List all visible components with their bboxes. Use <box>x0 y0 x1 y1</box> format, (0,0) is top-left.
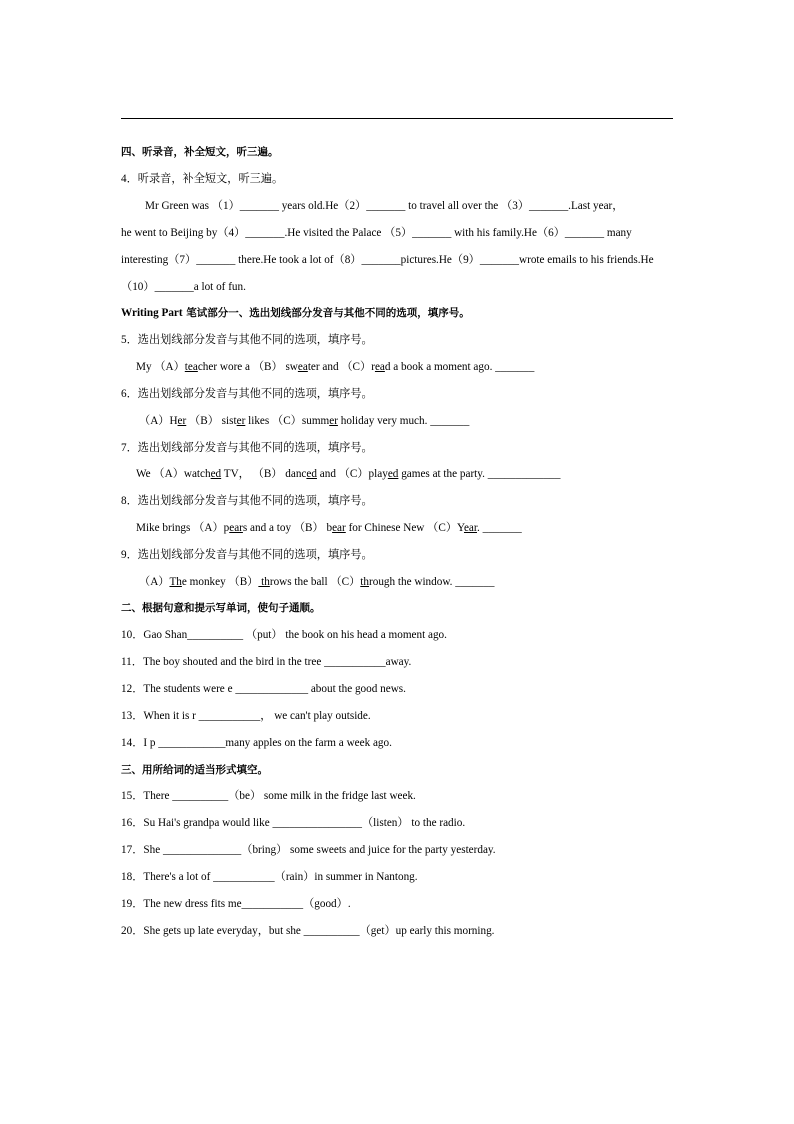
section-4-header: 四、听录音，补全短文，听三遍。 <box>121 146 279 158</box>
question-7-options: We （A）watched TV， （B） danced and （C）played games at the party. _____________ <box>136 468 561 480</box>
section-3-header: 三、用所给词的适当形式填空。 <box>121 764 268 776</box>
question-7-prompt: 7．选出划线部分发音与其他不同的选项，填序号。 <box>121 442 373 454</box>
question-4-prompt: 4．听录音，补全短文，听三遍。 <box>121 173 284 185</box>
question-6-options: （A）Her （B） sister likes （C）summer holiday very much. _______ <box>139 415 470 427</box>
question-5-options: My （A）teacher wore a （B） sweater and （C）read a book a moment ago. _______ <box>136 361 535 373</box>
question-5-prompt: 5．选出划线部分发音与其他不同的选项，填序号。 <box>121 334 373 346</box>
question-12: 12．The students were e _____________ about the good news. <box>121 683 406 695</box>
passage-line-4: （10）_______a lot of fun. <box>121 281 246 293</box>
question-8-options: Mike brings （A）pears and a toy （B） bear for Chinese New （C）Year. _______ <box>136 522 522 534</box>
question-18: 18．There's a lot of ___________（rain）in summer in Nantong. <box>121 871 418 883</box>
question-9-options: （A）The monkey （B） throws the ball （C）through the window. _______ <box>139 576 495 588</box>
section-2-header: 二、根据句意和提示写单词，使句子通顺。 <box>121 602 321 614</box>
writing-part-instructions: 笔试部分一、选出划线部分发音与其他不同的选项，填序号。 <box>182 307 470 319</box>
question-19: 19．The new dress fits me___________（good）. <box>121 898 351 910</box>
question-6-prompt: 6．选出划线部分发音与其他不同的选项，填序号。 <box>121 388 373 400</box>
question-9-prompt: 9．选出划线部分发音与其他不同的选项，填序号。 <box>121 549 373 561</box>
passage-line-2: he went to Beijing by（4）_______.He visited the Palace （5）_______ with his family.He（6）_______ many <box>121 227 632 239</box>
question-17: 17．She ______________（bring） some sweets and juice for the party yesterday. <box>121 844 496 856</box>
passage-line-3: interesting（7）_______ there.He took a lot of（8）_______pictures.He（9）_______wrote emails to his friends.He <box>121 254 654 266</box>
question-14: 14．I p ____________many apples on the farm a week ago. <box>121 737 392 749</box>
writing-part-header <box>121 306 470 320</box>
question-15: 15．There __________（be） some milk in the fridge last week. <box>121 790 416 802</box>
question-10: 10．Gao Shan__________ （put） the book on his head a moment ago. <box>121 629 447 641</box>
passage-line-1: Mr Green was （1）_______ years old.He（2）_______ to travel all over the （3）_______.Last year， <box>145 200 624 212</box>
writing-part-label: Writing Part <box>121 307 183 319</box>
header-rule <box>121 118 673 119</box>
question-11: 11．The boy shouted and the bird in the tree ___________away. <box>121 656 412 668</box>
question-16: 16．Su Hai's grandpa would like ________________（listen） to the radio. <box>121 817 466 829</box>
question-8-prompt: 8．选出划线部分发音与其他不同的选项，填序号。 <box>121 495 373 507</box>
question-13: 13．When it is r ___________， we can't play outside. <box>121 710 371 722</box>
question-20: 20．She gets up late everyday，but she __________（get）up early this morning. <box>121 925 495 937</box>
